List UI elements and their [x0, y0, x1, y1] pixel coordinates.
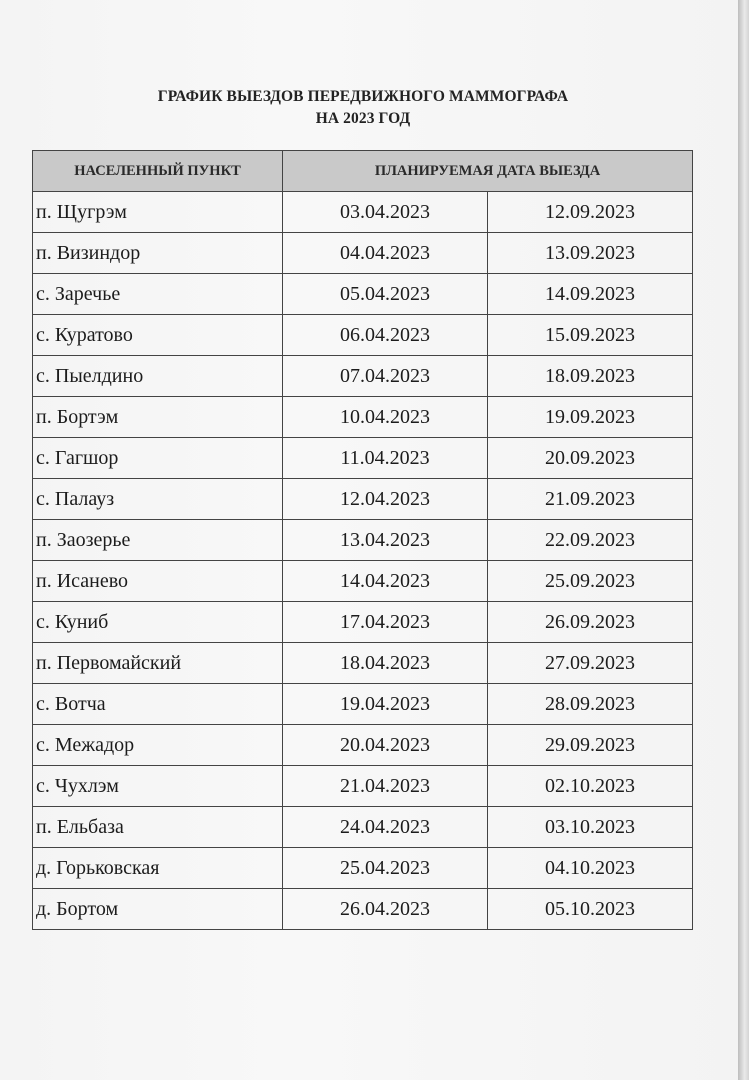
first-date-cell: 10.04.2023 — [283, 397, 488, 438]
second-date-cell: 05.10.2023 — [488, 889, 693, 930]
place-cell: д. Бортом — [33, 889, 283, 930]
table-row — [33, 315, 693, 356]
place-cell: с. Куратово — [33, 315, 283, 356]
table-row — [33, 807, 693, 848]
second-date-cell: 03.10.2023 — [488, 807, 693, 848]
table-row — [33, 274, 693, 315]
table-row — [33, 643, 693, 684]
second-date-cell: 26.09.2023 — [488, 602, 693, 643]
place-cell: п. Ельбаза — [33, 807, 283, 848]
table-row — [33, 438, 693, 479]
place-cell: п. Визиндор — [33, 233, 283, 274]
place-cell: д. Горьковская — [33, 848, 283, 889]
table-row — [33, 602, 693, 643]
second-date-cell: 02.10.2023 — [488, 766, 693, 807]
second-date-cell: 04.10.2023 — [488, 848, 693, 889]
second-date-cell: 21.09.2023 — [488, 479, 693, 520]
table-row — [33, 233, 693, 274]
first-date-cell: 04.04.2023 — [283, 233, 488, 274]
first-date-cell: 12.04.2023 — [283, 479, 488, 520]
place-cell: с. Заречье — [33, 274, 283, 315]
second-date-cell: 20.09.2023 — [488, 438, 693, 479]
second-date-cell: 18.09.2023 — [488, 356, 693, 397]
place-cell: п. Бортэм — [33, 397, 283, 438]
place-cell: п. Исанево — [33, 561, 283, 602]
second-date-cell: 28.09.2023 — [488, 684, 693, 725]
paper-edge — [738, 0, 749, 1080]
place-cell: с. Вотча — [33, 684, 283, 725]
table-body — [33, 192, 693, 930]
first-date-cell: 05.04.2023 — [283, 274, 488, 315]
table-row — [33, 479, 693, 520]
second-date-cell: 14.09.2023 — [488, 274, 693, 315]
place-cell: п. Заозерье — [33, 520, 283, 561]
place-cell: с. Гагшор — [33, 438, 283, 479]
document-title: ГРАФИК ВЫЕЗДОВ ПЕРЕДВИЖНОГО МАММОГРАФА — [157, 88, 569, 105]
second-date-cell: 15.09.2023 — [488, 315, 693, 356]
table-row — [33, 192, 693, 233]
first-date-cell: 20.04.2023 — [283, 725, 488, 766]
document-subtitle: НА 2023 ГОД — [315, 110, 411, 127]
first-date-cell: 13.04.2023 — [283, 520, 488, 561]
place-cell: п. Щугрэм — [33, 192, 283, 233]
first-date-cell: 14.04.2023 — [283, 561, 488, 602]
place-cell: с. Куниб — [33, 602, 283, 643]
second-date-cell: 13.09.2023 — [488, 233, 693, 274]
table-row — [33, 356, 693, 397]
header-place: НАСЕЛЕННЫЙ ПУНКТ — [33, 151, 283, 192]
table-header-row — [33, 151, 693, 192]
place-cell: с. Чухлэм — [33, 766, 283, 807]
first-date-cell: 07.04.2023 — [283, 356, 488, 397]
second-date-cell: 27.09.2023 — [488, 643, 693, 684]
first-date-cell: 25.04.2023 — [283, 848, 488, 889]
first-date-cell: 03.04.2023 — [283, 192, 488, 233]
table-row — [33, 848, 693, 889]
table-row — [33, 889, 693, 930]
first-date-cell: 11.04.2023 — [283, 438, 488, 479]
first-date-cell: 24.04.2023 — [283, 807, 488, 848]
place-cell: п. Первомайский — [33, 643, 283, 684]
second-date-cell: 29.09.2023 — [488, 725, 693, 766]
first-date-cell: 26.04.2023 — [283, 889, 488, 930]
first-date-cell: 21.04.2023 — [283, 766, 488, 807]
table-row — [33, 561, 693, 602]
table-row — [33, 766, 693, 807]
place-cell: с. Палауз — [33, 479, 283, 520]
first-date-cell: 19.04.2023 — [283, 684, 488, 725]
place-cell: с. Пыелдино — [33, 356, 283, 397]
table-row — [33, 725, 693, 766]
second-date-cell: 25.09.2023 — [488, 561, 693, 602]
second-date-cell: 19.09.2023 — [488, 397, 693, 438]
first-date-cell: 06.04.2023 — [283, 315, 488, 356]
table-row — [33, 684, 693, 725]
place-cell: с. Межадор — [33, 725, 283, 766]
second-date-cell: 12.09.2023 — [488, 192, 693, 233]
header-dates: ПЛАНИРУЕМАЯ ДАТА ВЫЕЗДА — [283, 151, 693, 192]
first-date-cell: 17.04.2023 — [283, 602, 488, 643]
first-date-cell: 18.04.2023 — [283, 643, 488, 684]
table-row — [33, 397, 693, 438]
second-date-cell: 22.09.2023 — [488, 520, 693, 561]
table-row — [33, 520, 693, 561]
schedule-table — [32, 150, 693, 930]
